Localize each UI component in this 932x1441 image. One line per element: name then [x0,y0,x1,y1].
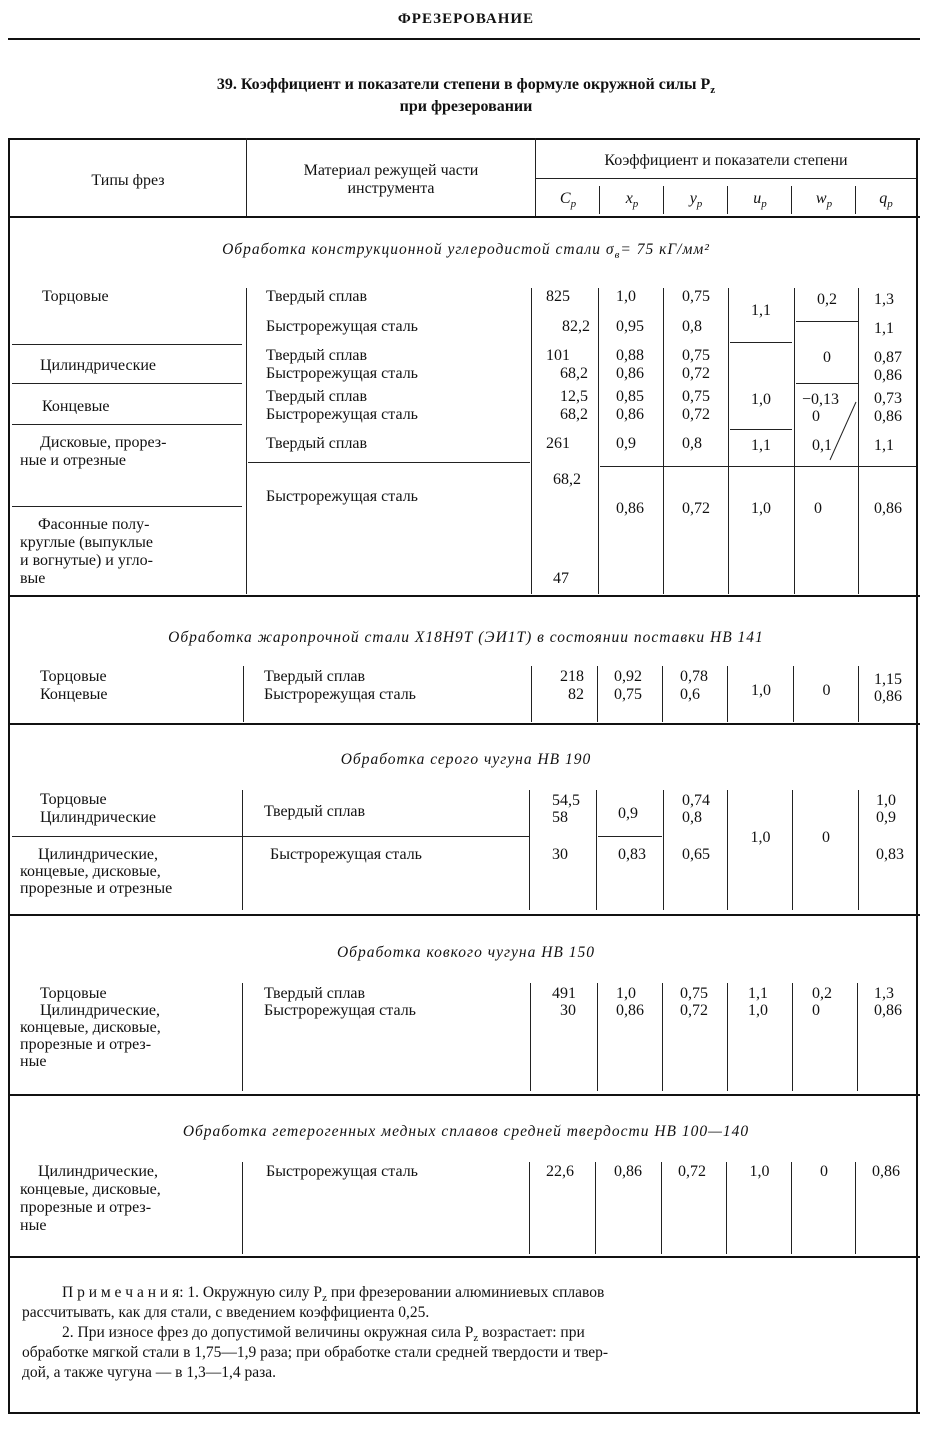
qp-value: 1,15 [874,671,902,688]
material: Быстрорежущая сталь [264,686,416,703]
material: Быстрорежущая сталь [266,1163,418,1180]
qp-value: 1,3 [874,291,894,308]
qp-value: 1,1 [874,320,894,337]
type: концевые, дисковые, [20,1181,161,1198]
col-divider [246,288,247,594]
wp-value: 0 [822,829,830,846]
note-2-line-2: обработке мягкой стали в 1,75—1,9 раза; при обработке стали средней твердости и твер- [22,1344,609,1361]
col-divider [792,983,793,1091]
diagonal-divider [828,400,858,462]
xp-value: 0,86 [616,1002,644,1019]
table-top-rule [8,138,920,140]
yp-value: 0,8 [682,318,702,335]
header-divider [535,138,536,218]
table-right-border [916,138,918,1413]
type-cylindrical: Цилиндрические [40,357,157,374]
type: Торцовые [40,668,107,685]
xp-value: 0,86 [614,1163,642,1180]
cp-value: 825 [546,288,570,305]
table-title-line2: при фрезеровании [399,98,533,115]
yp-value: 0,72 [682,500,710,517]
col-divider [858,666,859,722]
material: Твердый сплав [266,388,368,405]
material: Быстрорежущая сталь [270,846,422,863]
col-divider [529,1162,530,1254]
material: Твердый сплав [266,288,368,305]
col-divider [242,790,243,910]
col-divider [663,288,664,594]
col-divider [727,790,728,910]
type: Концевые [40,686,108,703]
cp-value: 68,2 [560,406,588,423]
note-2-line-3: дой, а также чугуна — в 1,3—1,4 раза. [22,1364,276,1381]
type-shaped-4: вые [20,570,46,587]
row-divider [12,836,530,837]
material: Быстрорежущая сталь [266,488,418,505]
qp-value: 0,86 [874,500,902,517]
type: Цилиндрические, [40,1002,161,1019]
wp-value: 0 [822,682,831,699]
yp-value: 0,75 [682,288,710,305]
col-divider [727,983,728,1091]
material: Быстрорежущая сталь [264,1002,416,1019]
col-divider [728,288,729,594]
section-4-bottom-rule [8,1094,920,1096]
section-1-title: Обработка конструкционной углеродистой стали $\sigma_в= 75$ кГ/мм² [222,241,710,262]
section-2-bottom-rule [8,723,920,725]
up-value: 1,1 [751,302,771,319]
yp-value: 0,65 [682,846,710,863]
row-divider [12,344,242,345]
section-4-title: Обработка ковкого чугуна НВ 150 [336,944,596,961]
header-rule [8,38,920,40]
row-divider [12,506,242,507]
col-header-wp: $w_p$ [815,190,833,211]
row-divider [12,383,242,384]
col-divider [662,666,663,722]
cp-value: 22,6 [546,1163,574,1180]
up-value: 1,1 [751,437,771,454]
note-2-line-1: 2. При износе фрез до допустимой величины окружная сила $P_z$ возрастает: при [62,1324,585,1345]
col-divider [243,666,244,722]
col-header-types: Типы фрез [91,172,165,189]
row-divider [12,424,242,425]
col-divider [529,790,530,910]
wp-value: 0 [812,1002,820,1019]
header-divider [663,186,664,214]
yp-value: 0,72 [682,365,710,382]
row-divider [730,429,792,430]
xp-value: 1,0 [616,985,636,1002]
cp-value: 82 [568,686,584,703]
cp-value: 491 [552,985,576,1002]
wp-value: −0,13 [802,391,840,408]
qp-value: 0,83 [876,846,904,863]
cp-value: 58 [552,809,568,826]
xp-value: 0,83 [618,846,646,863]
col-header-up: $u_p$ [753,190,767,211]
qp-value: 0,86 [874,367,902,384]
qp-value: 0,86 [874,688,902,705]
col-divider [597,983,598,1091]
col-divider [661,1162,662,1254]
coef-subheader-rule [536,178,916,179]
section-2-title: Обработка жаропрочной стали Х18Н9Т (ЭИ1Т) в состоянии поставки НВ 141 [168,629,764,646]
cp-value: 68,2 [553,471,581,488]
cp-value: 30 [552,846,568,863]
section-3-bottom-rule [8,914,920,916]
col-header-xp: $x_p$ [625,190,639,211]
material: Быстрорежущая сталь [266,406,418,423]
header-divider [599,186,600,214]
cp-value: 47 [553,570,569,587]
xp-value: 0,75 [614,686,642,703]
xp-value: 0,86 [616,365,644,382]
col-divider [530,983,531,1091]
col-divider [595,1162,596,1254]
row-divider [796,321,858,322]
col-divider [242,1162,243,1254]
up-value: 1,0 [750,829,771,846]
col-divider [792,790,793,910]
section-1-bottom-rule [8,595,920,597]
type-shaped-2: круглые (выпуклые [20,534,153,551]
header-divider [855,186,856,214]
note-1-line-2: рассчитывать, как для стали, с введением коэффициента 0,25. [22,1304,430,1321]
qp-value: 1,1 [874,437,894,454]
type: Цилиндрические, [38,1163,159,1180]
header-divider [246,138,247,218]
col-header-material-1: Материал режущей части [303,162,479,179]
up-value: 1,0 [751,682,771,699]
row-divider [730,342,792,343]
section-5-title: Обработка гетерогенных медных сплавов средней твердости НВ 100—140 [182,1123,750,1140]
qp-value: 0,9 [876,809,896,826]
cp-value: 218 [560,668,584,685]
up-value: 1,0 [751,391,771,408]
material: Твердый сплав [264,668,366,685]
qp-value: 0,86 [872,1163,900,1180]
type: концевые, дисковые, [20,863,161,880]
wp-value: 0,2 [817,291,837,308]
yp-value: 0,8 [682,809,702,826]
col-header-yp: $y_p$ [689,190,703,211]
wp-value: 0,1 [812,437,832,454]
col-divider [662,983,663,1091]
yp-value: 0,74 [682,792,710,809]
material: Твердый сплав [266,435,368,452]
yp-value: 0,72 [680,1002,708,1019]
col-header-qp: $q_p$ [879,190,893,211]
wp-value: 0 [820,1163,828,1180]
row-divider [600,466,916,467]
type-shaped-3: и вогнутые) и угло- [20,552,153,569]
col-header-cp: $C_p$ [559,190,577,211]
col-divider [727,666,728,722]
type: прорезные и отрез- [20,1199,152,1216]
cp-value: 12,5 [560,388,588,405]
cp-value: 68,2 [560,365,588,382]
section-3-title: Обработка серого чугуна НВ 190 [340,751,592,768]
table-left-border [8,138,10,1413]
qp-value: 1,0 [876,792,896,809]
yp-value: 0,75 [682,388,710,405]
cp-value: 261 [546,435,570,452]
qp-value: 0,87 [874,349,902,366]
up-value: 1,1 [748,985,768,1002]
qp-value: 1,3 [874,985,894,1002]
col-divider [531,288,532,594]
xp-value: 1,0 [616,288,636,305]
material: Твердый сплав [266,347,368,364]
type: Цилиндрические [40,809,157,826]
cp-value: 101 [546,347,570,364]
xp-value: 0,9 [618,805,638,822]
qp-value: 0,86 [874,1002,902,1019]
type: прорезные и отрез- [20,1036,152,1053]
type: Цилиндрические, [38,846,159,863]
type-disc-1: Дисковые, прорез- [40,434,167,451]
type-shaped-1: Фасонные полу- [38,516,150,533]
type: Торцовые [40,985,107,1002]
material: Быстрорежущая сталь [266,318,418,335]
table-title-sub: z [710,84,716,97]
col-divider [726,1162,727,1254]
col-divider [663,790,664,910]
col-divider [857,983,858,1091]
col-divider [793,666,794,722]
type: концевые, дисковые, [20,1019,161,1036]
table-title [0,76,932,99]
yp-value: 0,72 [682,406,710,423]
qp-value: 0,86 [874,408,902,425]
cp-value: 30 [560,1002,576,1019]
note-1-line-1: П р и м е ч а н и я: 1. Окружную силу $P_z$ при фрезеровании алюминиевых сплавов [62,1284,605,1305]
wp-value: 0 [823,349,831,366]
material: Твердый сплав [264,803,366,820]
col-divider [597,666,598,722]
table-title-line1: 39. Коэффициент и показатели степени в формуле окружной силы P [216,76,711,93]
yp-value: 0,72 [678,1163,706,1180]
type: Торцовые [40,791,107,808]
table-bottom-rule [8,1412,920,1414]
row-divider [598,836,662,837]
header-divider [727,186,728,214]
cp-value: 54,5 [552,792,580,809]
col-header-material-2: инструмента [347,180,435,197]
yp-value: 0,8 [682,435,702,452]
page-header: ФРЕЗЕРОВАНИЕ [397,11,535,27]
wp-value: 0 [812,408,820,425]
col-header-coef: Коэффициент и показатели степени [604,152,848,169]
type-face: Торцовые [42,288,109,305]
section-5-bottom-rule [8,1256,920,1258]
xp-value: 0,9 [616,435,636,452]
material: Быстрорежущая сталь [266,365,418,382]
row-divider [796,383,858,384]
col-divider [858,790,859,910]
material: Твердый сплав [264,985,366,1002]
up-value: 1,0 [748,1002,768,1019]
xp-value: 0,85 [616,388,644,405]
col-divider [598,288,599,594]
up-value: 1,0 [751,500,771,517]
type: ные [20,1217,47,1234]
up-value: 1,0 [749,1163,770,1180]
xp-value: 0,86 [616,500,644,517]
type: прорезные и отрезные [20,880,173,897]
yp-value: 0,6 [680,686,700,703]
xp-value: 0,86 [616,406,644,423]
cp-value: 82,2 [562,318,590,335]
row-divider [248,462,530,463]
xp-value: 0,92 [614,668,642,685]
wp-value: 0,2 [812,985,832,1002]
header-bottom-rule [8,216,920,218]
yp-value: 0,78 [680,668,708,685]
col-divider [855,1162,856,1254]
type-disc-2: ные и отрезные [20,452,126,469]
xp-value: 0,95 [616,318,644,335]
col-divider [794,288,795,594]
type: ные [20,1053,47,1070]
col-divider [531,666,532,722]
header-divider [791,186,792,214]
wp-value: 0 [814,500,822,517]
col-divider [242,983,243,1091]
xp-value: 0,88 [616,347,644,364]
col-divider [858,288,859,594]
yp-value: 0,75 [680,985,708,1002]
qp-value: 0,73 [874,390,902,407]
col-divider [791,1162,792,1254]
yp-value: 0,75 [682,347,710,364]
col-divider [596,790,597,910]
type-end: Концевые [42,398,110,415]
